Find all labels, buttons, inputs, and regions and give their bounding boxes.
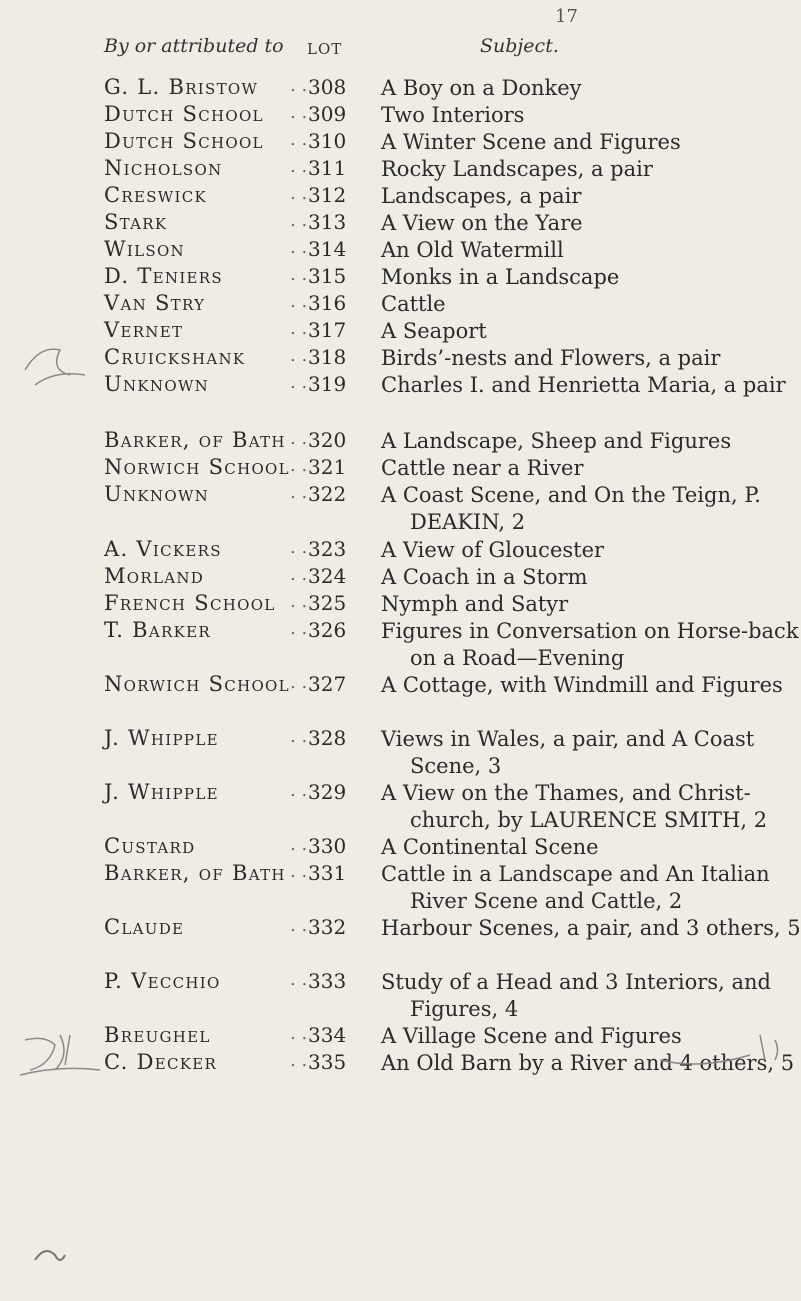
lot-number: 329 <box>308 780 347 804</box>
dot-leader: . . <box>290 672 308 693</box>
dot-leader: . . <box>290 564 308 585</box>
artist-name: J. Whipple <box>104 726 219 750</box>
subject-text: An Old Barn by a River and 4 others, 5 <box>381 1051 795 1075</box>
subject-text: A Coach in a Storm <box>381 565 588 589</box>
dot-leader: . . <box>290 780 308 801</box>
artist-name: Dutch School <box>104 129 264 153</box>
artist-name: Barker, of Bath <box>104 861 286 885</box>
lot-number: 333 <box>308 969 347 993</box>
pencil-mark-icon <box>10 1025 110 1095</box>
dot-leader: . . <box>290 264 308 285</box>
dot-leader: . . <box>290 861 308 882</box>
dot-leader: . . <box>290 969 308 990</box>
artist-name: Cruickshank <box>104 345 246 369</box>
subject-text: Cattle in a Landscape and An Italian River Scene and Cattle, 2 <box>381 862 770 913</box>
subject-text: A View of Gloucester <box>381 538 605 562</box>
dot-leader: . . <box>290 156 308 177</box>
pencil-mark-icon <box>15 330 95 400</box>
artist-name: Claude <box>104 915 185 939</box>
artist-name: Breughel <box>104 1023 211 1047</box>
lot-number: 332 <box>308 915 347 939</box>
dot-leader: . . <box>290 210 308 231</box>
dot-leader: . . <box>290 482 308 503</box>
artist-name: G. L. Bristow <box>104 75 259 99</box>
artist-name: Unknown <box>104 372 210 396</box>
subject-text: An Old Watermill <box>381 238 564 262</box>
artist-name: Barker, of Bath <box>104 428 286 452</box>
lot-number: 313 <box>308 210 347 234</box>
subject-text: Figures in Conversation on Horse-back on a Road—Evening <box>381 619 799 670</box>
lot-number: 334 <box>308 1023 347 1047</box>
artist-name: Creswick <box>104 183 208 207</box>
lot-number: 312 <box>308 183 347 207</box>
artist-name: Norwich School <box>104 672 290 696</box>
dot-leader: . . <box>290 291 308 312</box>
lot-number: 322 <box>308 482 347 506</box>
lot-number: 323 <box>308 537 347 561</box>
lot-number: 319 <box>308 372 347 396</box>
subject-text: A Cottage, with Windmill and Figures <box>381 673 783 697</box>
dot-leader: . . <box>290 618 308 639</box>
artist-name: Wilson <box>104 237 185 261</box>
lot-number: 315 <box>308 264 347 288</box>
lot-number: 335 <box>308 1050 347 1074</box>
pencil-mark-icon <box>30 1240 70 1270</box>
subject-text: Cattle near a River <box>381 456 584 480</box>
artist-name: A. Vickers <box>104 537 222 561</box>
lot-number: 318 <box>308 345 347 369</box>
subject-text: Monks in a Landscape <box>381 265 620 289</box>
dot-leader: . . <box>290 183 308 204</box>
lot-number: 325 <box>308 591 347 615</box>
artist-name: T. Barker <box>104 618 211 642</box>
subject-text: Landscapes, a pair <box>381 184 582 208</box>
subject-text: Nymph and Satyr <box>381 592 569 616</box>
subject-text: Two Interiors <box>381 103 525 127</box>
dot-leader: . . <box>290 915 308 936</box>
lot-number: 326 <box>308 618 347 642</box>
lot-number: 316 <box>308 291 347 315</box>
lot-number: 310 <box>308 129 347 153</box>
lot-number: 320 <box>308 428 347 452</box>
lot-number: 321 <box>308 455 347 479</box>
lot-number: 331 <box>308 861 347 885</box>
subject-text: Birds’-nests and Flowers, a pair <box>381 346 721 370</box>
dot-leader: . . <box>290 237 308 258</box>
lot-number: 324 <box>308 564 347 588</box>
lot-number: 317 <box>308 318 347 342</box>
dot-leader: . . <box>290 428 308 449</box>
artist-name: Custard <box>104 834 196 858</box>
dot-leader: . . <box>290 591 308 612</box>
dot-leader: . . <box>290 345 308 366</box>
subject-text: A View on the Thames, and Christ-church, by LAURENCE SMITH, 2 <box>381 781 768 832</box>
dot-leader: . . <box>290 318 308 339</box>
artist-name: Nicholson <box>104 156 223 180</box>
subject-text: Views in Wales, a pair, and A Coast Scene, 3 <box>381 727 755 778</box>
subject-text: Harbour Scenes, a pair, and 3 others, 5 <box>381 916 801 940</box>
subject-text: A Winter Scene and Figures <box>381 130 681 154</box>
artist-name: Unknown <box>104 482 210 506</box>
artist-name: P. Vecchio <box>104 969 221 993</box>
artist-name: J. Whipple <box>104 780 219 804</box>
lot-number: 309 <box>308 102 347 126</box>
dot-leader: . . <box>290 372 308 393</box>
dot-leader: . . <box>290 537 308 558</box>
artist-name: French School <box>104 591 276 615</box>
dot-leader: . . <box>290 75 308 96</box>
artist-name: Stark <box>104 210 168 234</box>
subject-text: A View on the Yare <box>381 211 583 235</box>
subject-text: A Continental Scene <box>381 835 599 859</box>
dot-leader: . . <box>290 726 308 747</box>
subject-text: A Coast Scene, and On the Teign, P. DEAKIN, 2 <box>381 483 761 534</box>
dot-leader: . . <box>290 129 308 150</box>
dot-leader: . . <box>290 1050 308 1071</box>
artist-name: Morland <box>104 564 205 588</box>
subject-text: Rocky Landscapes, a pair <box>381 157 653 181</box>
subject-text: A Landscape, Sheep and Figures <box>381 429 732 453</box>
artist-name: Dutch School <box>104 102 264 126</box>
header-artist: By or attributed to <box>104 35 284 57</box>
artist-name: Van Stry <box>104 291 206 315</box>
artist-name: C. Decker <box>104 1050 218 1074</box>
dot-leader: . . <box>290 455 308 476</box>
lot-number: 314 <box>308 237 347 261</box>
lot-number: 308 <box>308 75 347 99</box>
header-subject: Subject. <box>480 35 559 57</box>
lot-number: 328 <box>308 726 347 750</box>
lot-number: 327 <box>308 672 347 696</box>
page-number: 17 <box>555 6 578 27</box>
subject-text: Cattle <box>381 292 446 316</box>
dot-leader: . . <box>290 1023 308 1044</box>
subject-text: A Boy on a Donkey <box>381 76 582 100</box>
dot-leader: . . <box>290 834 308 855</box>
pencil-mark-icon <box>650 1025 790 1075</box>
subject-text: A Seaport <box>381 319 487 343</box>
lot-number: 311 <box>308 156 347 180</box>
subject-text: A Village Scene and Figures <box>381 1024 682 1048</box>
artist-name: Vernet <box>104 318 184 342</box>
subject-text: Study of a Head and 3 Interiors, and Figures, 4 <box>381 970 771 1021</box>
lot-number: 330 <box>308 834 347 858</box>
artist-name: D. Teniers <box>104 264 223 288</box>
subject-text: Charles I. and Henrietta Maria, a pair <box>381 373 786 397</box>
dot-leader: . . <box>290 102 308 123</box>
artist-name: Norwich School <box>104 455 290 479</box>
header-lot: LOT <box>307 40 343 58</box>
